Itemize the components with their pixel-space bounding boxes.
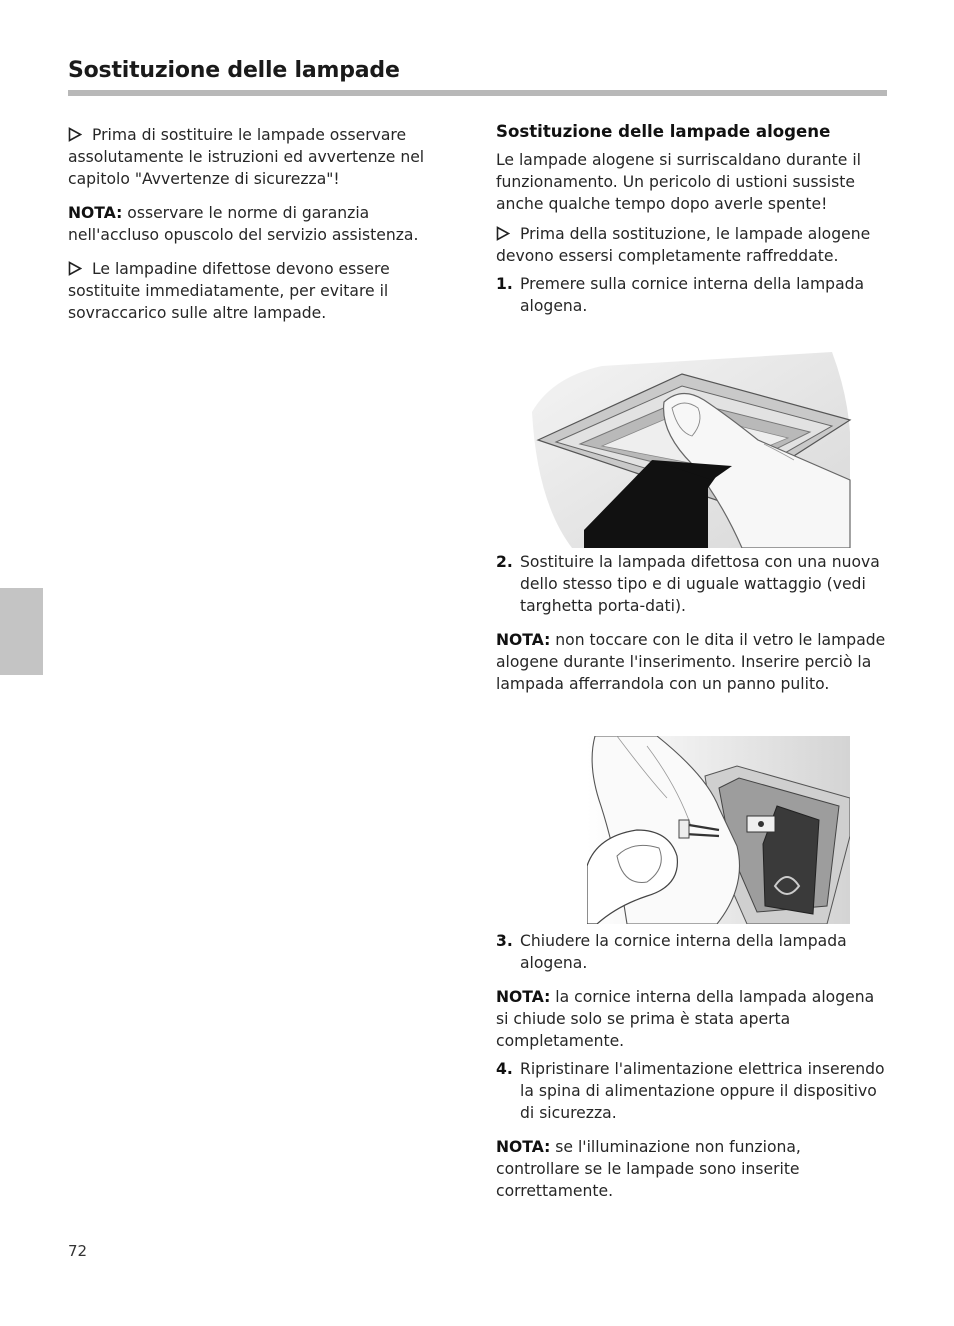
defective-lamp-instruction: Le lampadine difettose devono essere sostituite immediatamente, per evitare il sovraccarico sulle altre lampade. xyxy=(68,260,390,322)
step-text: Premere sulla cornice interna della lampada alogena. xyxy=(520,275,865,315)
side-tab-marker xyxy=(0,588,43,675)
note-label: NOTA: xyxy=(496,988,551,1006)
glass-handling-note: NOTA: non toccare con le dita il vetro le lampade alogene durante l'inserimento. Inserire perciò la lampada afferrandola con un panno pulito. xyxy=(496,631,886,693)
page-number: 72 xyxy=(68,1242,88,1260)
replace-lamp-illustration xyxy=(587,736,850,924)
triangle-right-icon xyxy=(68,261,82,276)
step-1 xyxy=(496,273,888,317)
section-heading: Sostituzione delle lampade alogene xyxy=(496,122,831,141)
note-label: NOTA: xyxy=(496,631,551,649)
step-4 xyxy=(496,1058,888,1124)
warranty-note: NOTA: osservare le norme di garanzia nell'accluso opuscolo del servizio assistenza. xyxy=(68,204,419,244)
page-title: Sostituzione delle lampade xyxy=(68,58,400,83)
lighting-check-note: NOTA: se l'illuminazione non funziona, controllare se le lampade sono inserite correttamente. xyxy=(496,1138,801,1200)
triangle-right-icon xyxy=(496,226,510,241)
title-divider xyxy=(68,90,887,96)
note-label: NOTA: xyxy=(496,1138,551,1156)
triangle-right-icon xyxy=(68,127,82,142)
safety-instruction: Prima di sostituire le lampade osservare assolutamente le istruzioni ed avvertenze nel capitolo "Avvertenze di sicurezza"! xyxy=(68,126,425,188)
step-text: Chiudere la cornice interna della lampada alogena. xyxy=(520,932,847,972)
right-column-lower xyxy=(496,930,888,1214)
note-label: NOTA: xyxy=(68,204,123,222)
burn-warning: Le lampade alogene si surriscaldano durante il funzionamento. Un pericolo di ustioni sussiste anche qualche tempo dopo averle spente! xyxy=(496,151,861,213)
step-number: 2. xyxy=(496,553,513,571)
left-column xyxy=(68,124,453,336)
press-frame-illustration xyxy=(532,352,852,548)
step-number: 3. xyxy=(496,932,513,950)
step-number: 1. xyxy=(496,275,513,293)
step-3 xyxy=(496,930,888,974)
step-number: 4. xyxy=(496,1060,513,1078)
step-2 xyxy=(496,551,888,617)
step-text: Ripristinare l'alimentazione elettrica inserendo la spina di alimentazione oppure il dispositivo di sicurezza. xyxy=(520,1060,885,1122)
step-text: Sostituire la lampada difettosa con una nuova dello stesso tipo e di uguale wattaggio (vedi targhetta porta-dati). xyxy=(520,553,880,615)
cooldown-instruction: Prima della sostituzione, le lampade alogene devono essersi completamente raffreddate. xyxy=(496,225,871,265)
frame-close-note: NOTA: la cornice interna della lampada alogena si chiude solo se prima è stata aperta completamente. xyxy=(496,988,875,1050)
